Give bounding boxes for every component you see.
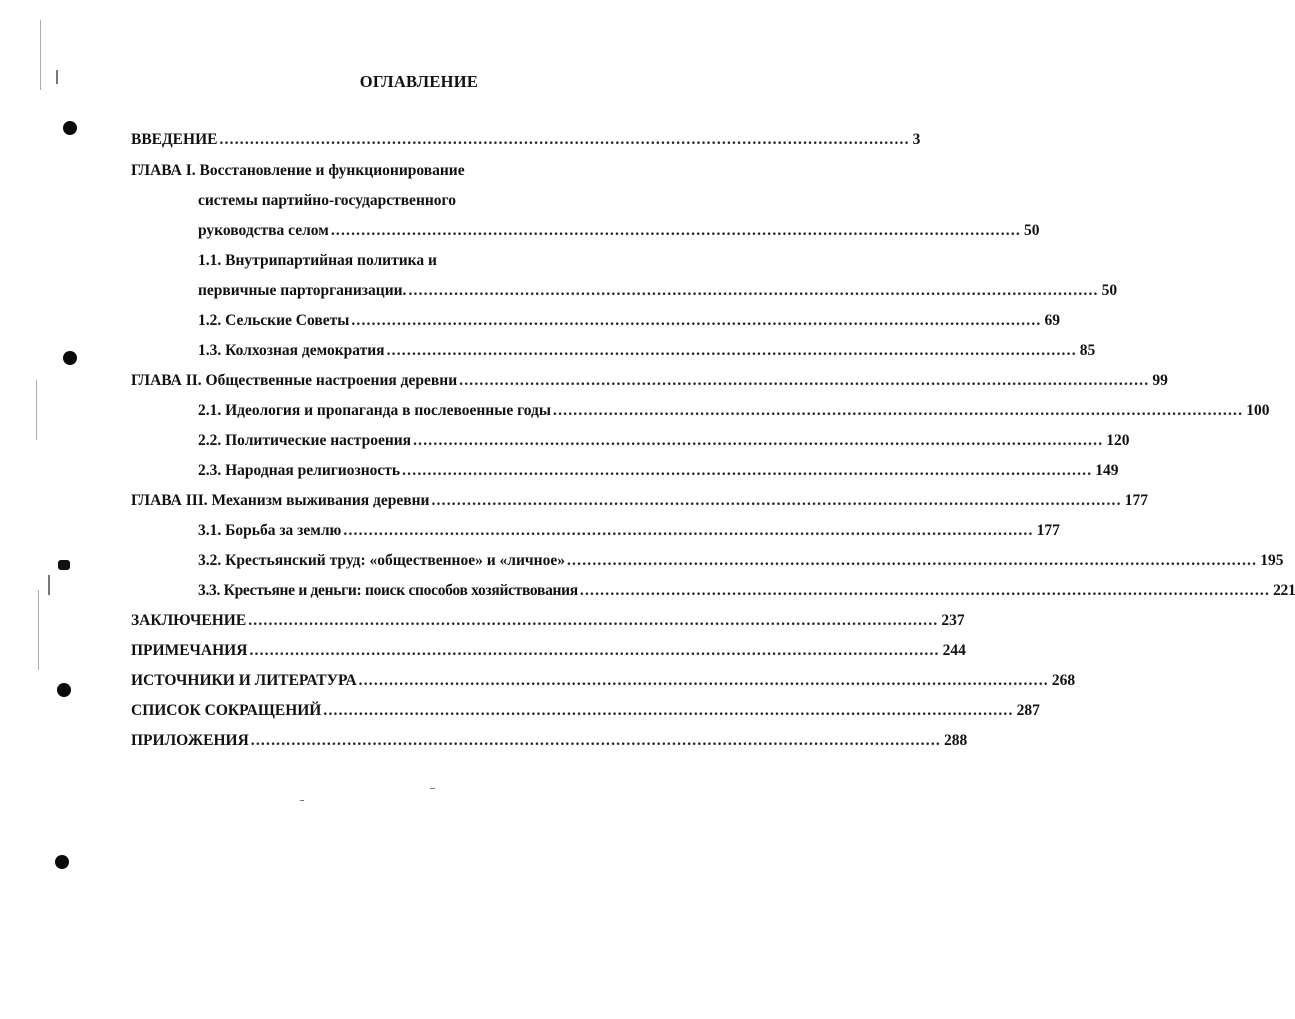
toc-entry-label: СПИСОК СОКРАЩЕНИЙ: [131, 702, 322, 719]
toc-entry: [198, 462, 1119, 484]
dot-leader: ........................................................................................................................................: [579, 582, 1271, 599]
toc-entry-label: 1.1. Внутрипартийная политика и: [198, 252, 437, 269]
toc-entry-label: 2.1. Идеология и пропаганда в послевоенные годы: [198, 402, 551, 419]
toc-entry-page: 149: [1095, 462, 1119, 479]
toc-entry-label: ГЛАВА I. Восстановление и функционирование: [131, 162, 465, 179]
toc-entry-label: ПРИМЕЧАНИЯ: [131, 642, 248, 659]
toc-entry-page: 287: [1016, 702, 1040, 719]
toc-entry: [131, 162, 691, 184]
dot-leader: ........................................................................................................................................: [358, 672, 1049, 689]
toc-entry-label: 1.3. Колхозная демократия: [198, 342, 385, 359]
toc-entry-page: 221: [1273, 582, 1295, 599]
toc-entry: [198, 192, 688, 214]
toc-entry: [198, 582, 1295, 604]
dot-leader: ........................................................................................................................................: [459, 372, 1150, 389]
dot-leader: ........................................................................................................................................: [248, 612, 939, 629]
dot-leader: ........................................................................................................................................: [351, 312, 1042, 329]
toc-entry-label: 3.2. Крестьянский труд: «общественное» и «личное»: [198, 552, 565, 569]
dot-leader: ........................................................................................................................................: [566, 552, 1258, 569]
toc-entry-label: ВВЕДЕНИЕ: [131, 131, 218, 148]
toc-entry: [198, 252, 688, 274]
dot-leader: ........................................................................................................................................: [323, 702, 1014, 719]
toc-entry: [198, 552, 1284, 574]
toc-entry: [131, 642, 966, 664]
toc-entry-page: 69: [1044, 312, 1061, 329]
toc-entry-page: 195: [1260, 552, 1284, 569]
dot-leader: ........................................................................................................................................: [386, 342, 1077, 359]
toc-entry-label: ЗАКЛЮЧЕНИЕ: [131, 612, 247, 629]
toc-entry-page: 50: [1024, 222, 1040, 239]
toc-entry-page: 177: [1036, 522, 1060, 539]
toc-entry: [198, 402, 1270, 424]
toc-entry: [131, 672, 1076, 694]
toc-entry: [131, 492, 1148, 514]
toc-entry-page: 50: [1101, 282, 1118, 299]
toc-entry: [198, 432, 1130, 454]
toc-entry-label: 1.2. Сельские Советы: [198, 312, 350, 329]
toc-entry: [131, 702, 1040, 724]
toc-entry-label: ГЛАВА III. Механизм выживания деревни: [131, 492, 430, 509]
dot-leader: ........................................................................................................................................: [413, 432, 1104, 449]
toc-entry-page: 120: [1106, 432, 1130, 449]
toc-entry-label: 3.3. Крестьяне и деньги: поиск способов хозяйствования: [198, 582, 578, 599]
toc-entry: [131, 612, 965, 634]
dot-leader: ........................................................................................................................................: [553, 402, 1244, 419]
toc-entry: [198, 222, 1040, 244]
toc-entry-label: ГЛАВА II. Общественные настроения деревни: [131, 372, 458, 389]
toc-entry-page: 99: [1152, 372, 1168, 389]
toc-entry-label: ИСТОЧНИКИ И ЛИТЕРАТУРА: [131, 672, 357, 689]
toc-entry: [131, 372, 1168, 394]
toc-entry-page: 85: [1079, 342, 1096, 359]
dot-leader: ........................................................................................................................................: [249, 642, 940, 659]
toc-entry-label: первичные парторганизации.: [198, 282, 407, 299]
toc-entry: [198, 342, 1096, 364]
toc-entry-page: 237: [941, 612, 965, 629]
toc-entry-label: руководства селом: [198, 222, 329, 239]
toc-entry-page: 244: [942, 642, 966, 659]
toc-entry: [198, 312, 1061, 334]
toc-entry-label: ПРИЛОЖЕНИЯ: [131, 732, 249, 749]
toc-entry-label: 3.1. Борьба за землю: [198, 522, 342, 539]
toc-entry-label: системы партийно-государственного: [198, 192, 456, 209]
toc-entry: [131, 131, 921, 153]
dot-leader: ........................................................................................................................................: [408, 282, 1099, 299]
dot-leader: ........................................................................................................................................: [431, 492, 1122, 509]
toc-entry-page: 100: [1246, 402, 1270, 419]
toc-entry-page: 268: [1051, 672, 1076, 689]
dot-leader: ........................................................................................................................................: [330, 222, 1022, 239]
dot-leader: ........................................................................................................................................: [343, 522, 1034, 539]
toc-entry-page: 288: [943, 732, 968, 749]
dot-leader: ........................................................................................................................................: [402, 462, 1093, 479]
dot-leader: ........................................................................................................................................: [219, 131, 910, 148]
toc-entry: [198, 282, 1118, 304]
dot-leader: ........................................................................................................................................: [250, 732, 941, 749]
toc-entry-label: 2.2. Политические настроения: [198, 432, 412, 449]
toc-entry: [198, 522, 1060, 544]
toc-entry-label: 2.3. Народная религиозность: [198, 462, 401, 479]
page-title: ОГЛАВЛЕНИЕ: [359, 72, 479, 91]
toc-entry-page: 177: [1124, 492, 1148, 509]
toc-entry-page: 3: [912, 131, 921, 148]
toc-entry: [131, 732, 968, 754]
